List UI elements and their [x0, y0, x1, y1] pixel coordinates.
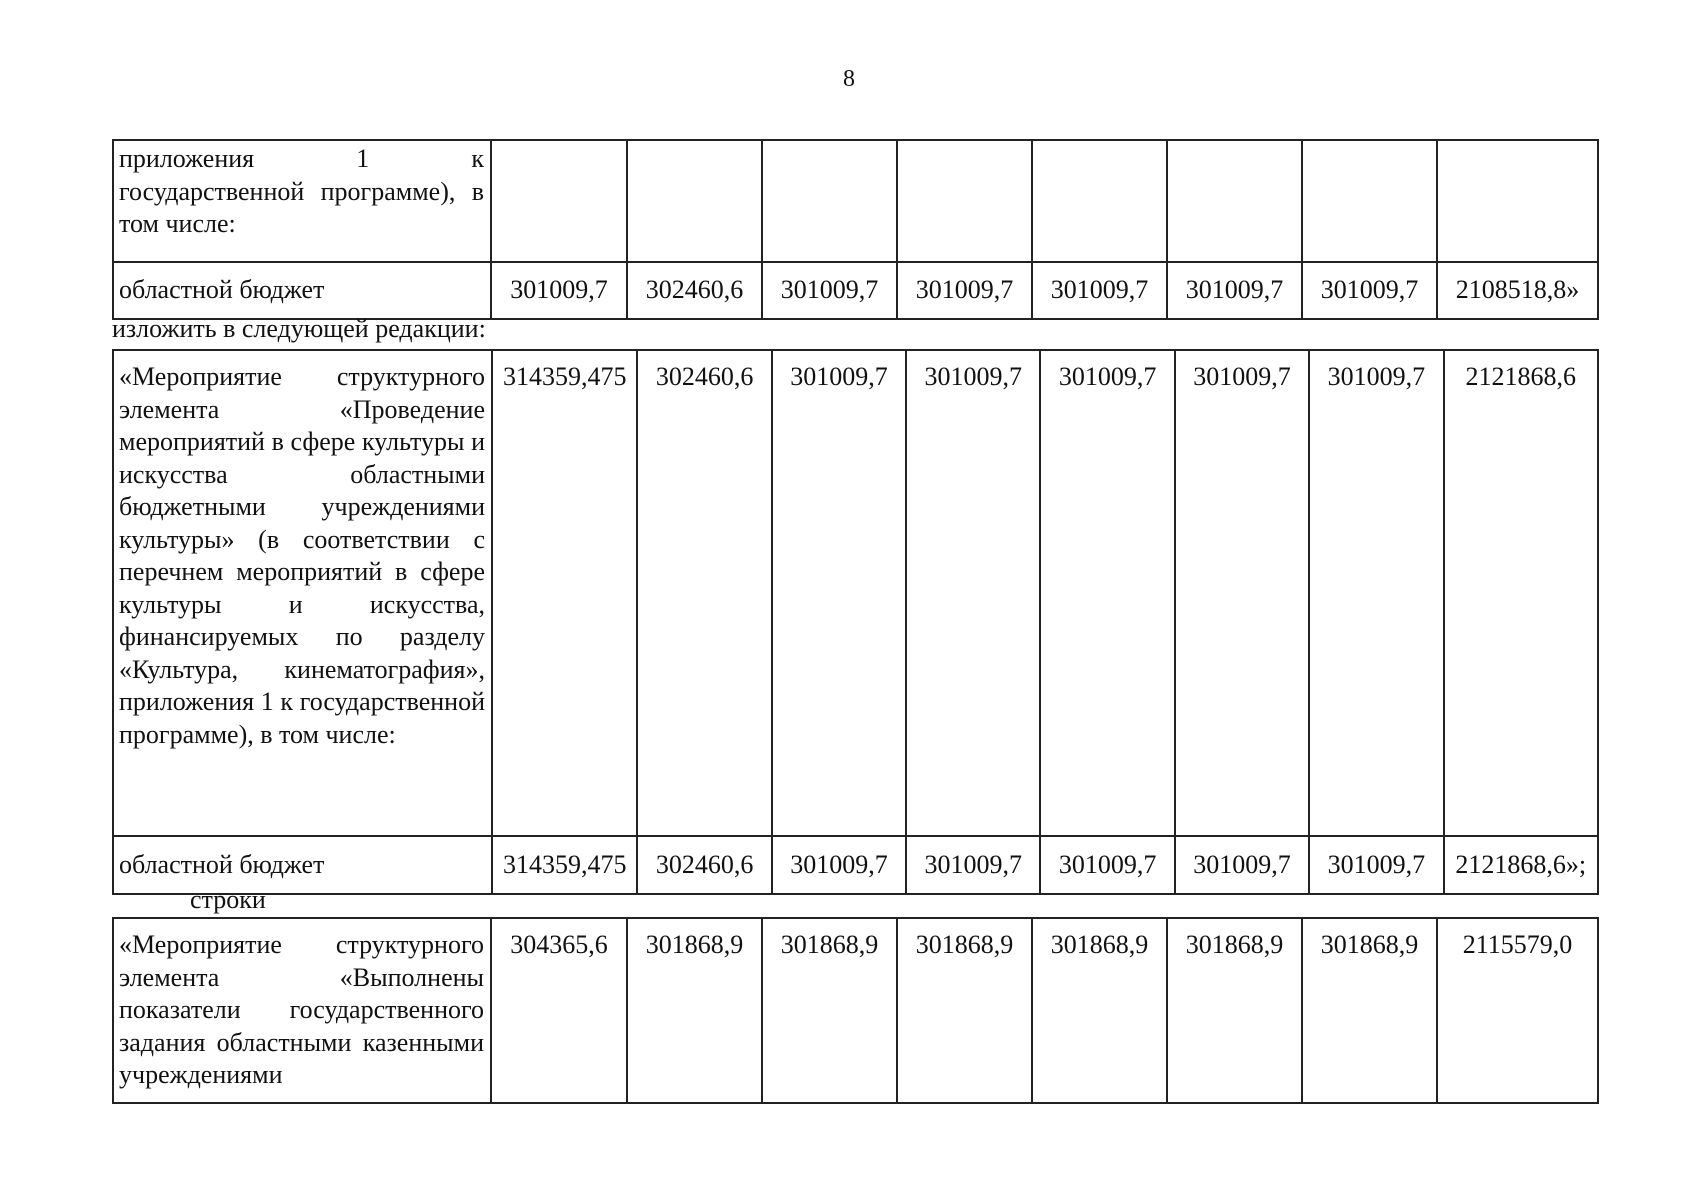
value-cell-4: 301009,7: [897, 262, 1032, 319]
value-cell-6: 301009,7: [1175, 350, 1309, 836]
value-cell-4: 301009,7: [906, 836, 1040, 894]
value-cell-2: 302460,6: [637, 836, 771, 894]
value-cell-2: 302460,6: [637, 350, 771, 836]
value-cell-2: 302460,6: [627, 262, 762, 319]
value-cell-5: 301009,7: [1040, 350, 1174, 836]
value-cell-1: 314359,475: [492, 836, 637, 894]
value-cell-total: [1437, 140, 1598, 262]
table-row: [113, 262, 1598, 319]
value-cell-5: 301009,7: [1040, 836, 1174, 894]
value-cell-total: 2121868,6: [1444, 350, 1598, 836]
row-description: областной бюджет: [113, 836, 492, 894]
value-cell-total: 2115579,0: [1437, 918, 1598, 1103]
table-row: [113, 350, 1598, 836]
value-cell-4: 301868,9: [897, 918, 1032, 1103]
value-cell-2: [627, 140, 762, 262]
value-cell-6: [1167, 140, 1302, 262]
table-previous-version: [112, 139, 1599, 320]
value-cell-3: 301009,7: [772, 350, 906, 836]
table-row: [113, 836, 1598, 894]
row-description: «Мероприятие структурного элемента «Выполнены показатели государственного задания областными казенными учреждениями: [113, 918, 491, 1103]
caption-rows: строки: [190, 885, 266, 914]
value-cell-3: 301868,9: [762, 918, 897, 1103]
value-cell-5: 301009,7: [1032, 262, 1167, 319]
value-cell-1: [491, 140, 627, 262]
table-next-rows: [112, 917, 1599, 1104]
table-new-version: [112, 349, 1599, 895]
value-cell-3: 301009,7: [772, 836, 906, 894]
value-cell-7: [1302, 140, 1437, 262]
value-cell-4: 301009,7: [906, 350, 1040, 836]
table-row: [113, 918, 1598, 1103]
row-description: приложения 1 к государственной программе), в том числе:: [113, 140, 491, 262]
value-cell-5: 301868,9: [1032, 918, 1167, 1103]
row-description: «Мероприятие структурного элемента «Проведение мероприятий в сфере культуры и искусства областными бюджетными учреждениями культуры» (в соответствии с перечнем мероприятий в сфере культуры и искусства, финансируемых по разделу «Культура, кинематография», приложения 1 к государственной программе), в том числе:: [113, 350, 492, 836]
value-cell-4: [897, 140, 1032, 262]
value-cell-1: 314359,475: [492, 350, 637, 836]
value-cell-7: 301009,7: [1309, 836, 1443, 894]
value-cell-7: 301009,7: [1309, 350, 1443, 836]
value-cell-3: 301009,7: [762, 262, 897, 319]
value-cell-total: 2121868,6»;: [1444, 836, 1598, 894]
caption-new-edition: изложить в следующей редакции:: [112, 314, 486, 343]
table-row: [113, 140, 1598, 262]
value-cell-total: 2108518,8»: [1437, 262, 1598, 319]
value-cell-7: 301868,9: [1302, 918, 1437, 1103]
value-cell-6: 301868,9: [1167, 918, 1302, 1103]
value-cell-6: 301009,7: [1167, 262, 1302, 319]
row-description: областной бюджет: [113, 262, 491, 319]
value-cell-1: 304365,6: [491, 918, 627, 1103]
value-cell-3: [762, 140, 897, 262]
value-cell-6: 301009,7: [1175, 836, 1309, 894]
value-cell-2: 301868,9: [627, 918, 762, 1103]
value-cell-7: 301009,7: [1302, 262, 1437, 319]
value-cell-5: [1032, 140, 1167, 262]
value-cell-1: 301009,7: [491, 262, 627, 319]
page-number: 8: [843, 66, 855, 92]
